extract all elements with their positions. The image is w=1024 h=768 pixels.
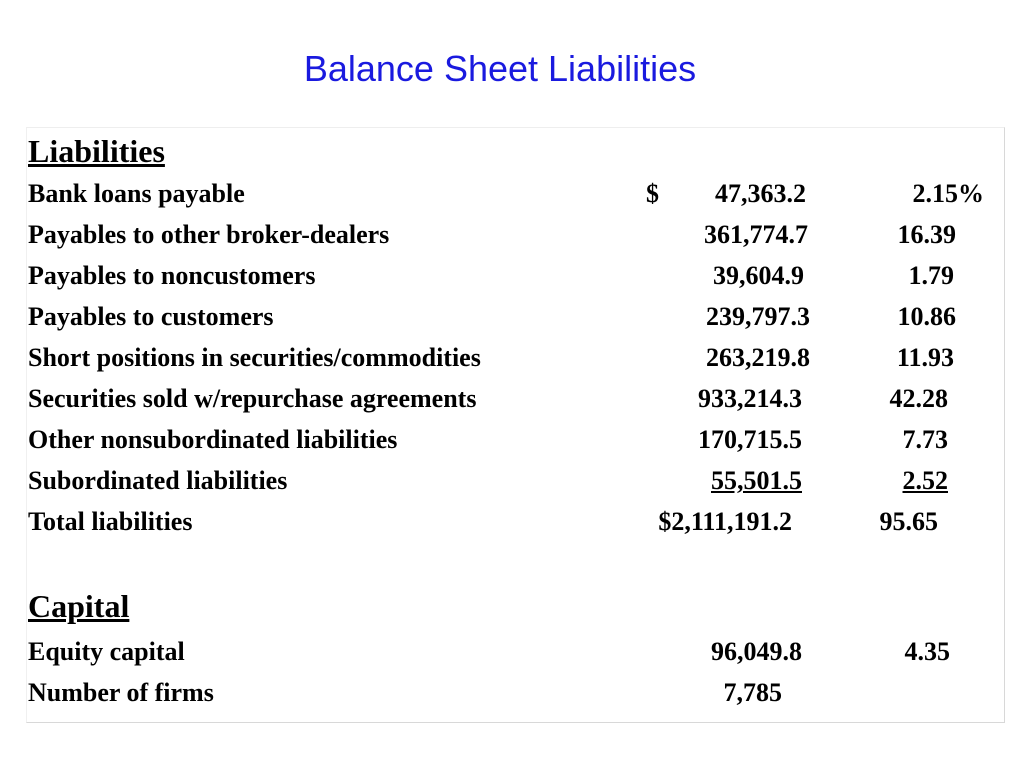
row-amount: 933,214.3 [698, 384, 802, 413]
row-label: Total liabilities [28, 507, 193, 536]
row-percent: 4.35 [904, 637, 950, 666]
capital-heading: Capital [28, 588, 130, 624]
table-row [28, 174, 998, 214]
row-percent: 1.79 [908, 261, 954, 290]
row-label: Short positions in securities/commodities [28, 343, 481, 372]
row-amount: $2,111,191.2 [658, 507, 792, 536]
row-label: Securities sold w/repurchase agreements [28, 384, 477, 413]
capital-heading-row [28, 586, 998, 626]
row-amount: 361,774.7 [704, 220, 808, 249]
row-label: Bank loans payable [28, 179, 245, 208]
row-percent: 7.73 [902, 425, 948, 454]
slide-title: Balance Sheet Liabilities [303, 48, 697, 89]
row-amount: 239,797.3 [706, 302, 810, 331]
row-amount: 96,049.8 [711, 637, 802, 666]
table-row [28, 632, 998, 672]
row-percent: 2.15% [912, 179, 984, 208]
row-label: Payables to noncustomers [28, 261, 316, 290]
row-label: Payables to other broker-dealers [28, 220, 390, 249]
table-row-total [28, 502, 998, 542]
row-percent: 10.86 [897, 302, 956, 331]
row-label: Payables to customers [28, 302, 274, 331]
row-label: Subordinated liabilities [28, 466, 288, 495]
row-amount: 39,604.9 [713, 261, 804, 290]
row-percent: 42.28 [889, 384, 948, 413]
row-amount: 7,785 [723, 678, 782, 707]
row-percent: 95.65 [879, 507, 938, 536]
table-row [28, 215, 998, 255]
row-dollar-sign: $ [646, 179, 659, 208]
row-percent: 2.52 [902, 466, 948, 495]
liabilities-heading-row [28, 131, 998, 171]
row-percent: 11.93 [896, 343, 954, 372]
row-label: Equity capital [28, 637, 185, 666]
table-row [28, 379, 998, 419]
row-amount: 55,501.5 [711, 466, 802, 495]
row-amount: 263,219.8 [706, 343, 810, 372]
table-row [28, 673, 998, 713]
liabilities-heading: Liabilities [28, 133, 165, 169]
row-percent: 16.39 [897, 220, 956, 249]
table-row [28, 256, 998, 296]
table-row [28, 338, 998, 378]
table-row [28, 420, 998, 460]
row-amount: 47,363.2 [715, 179, 806, 208]
row-label: Other nonsubordinated liabilities [28, 425, 398, 454]
row-amount: 170,715.5 [698, 425, 802, 454]
row-label: Number of firms [28, 678, 214, 707]
table-row [28, 297, 998, 337]
table-row [28, 461, 998, 501]
